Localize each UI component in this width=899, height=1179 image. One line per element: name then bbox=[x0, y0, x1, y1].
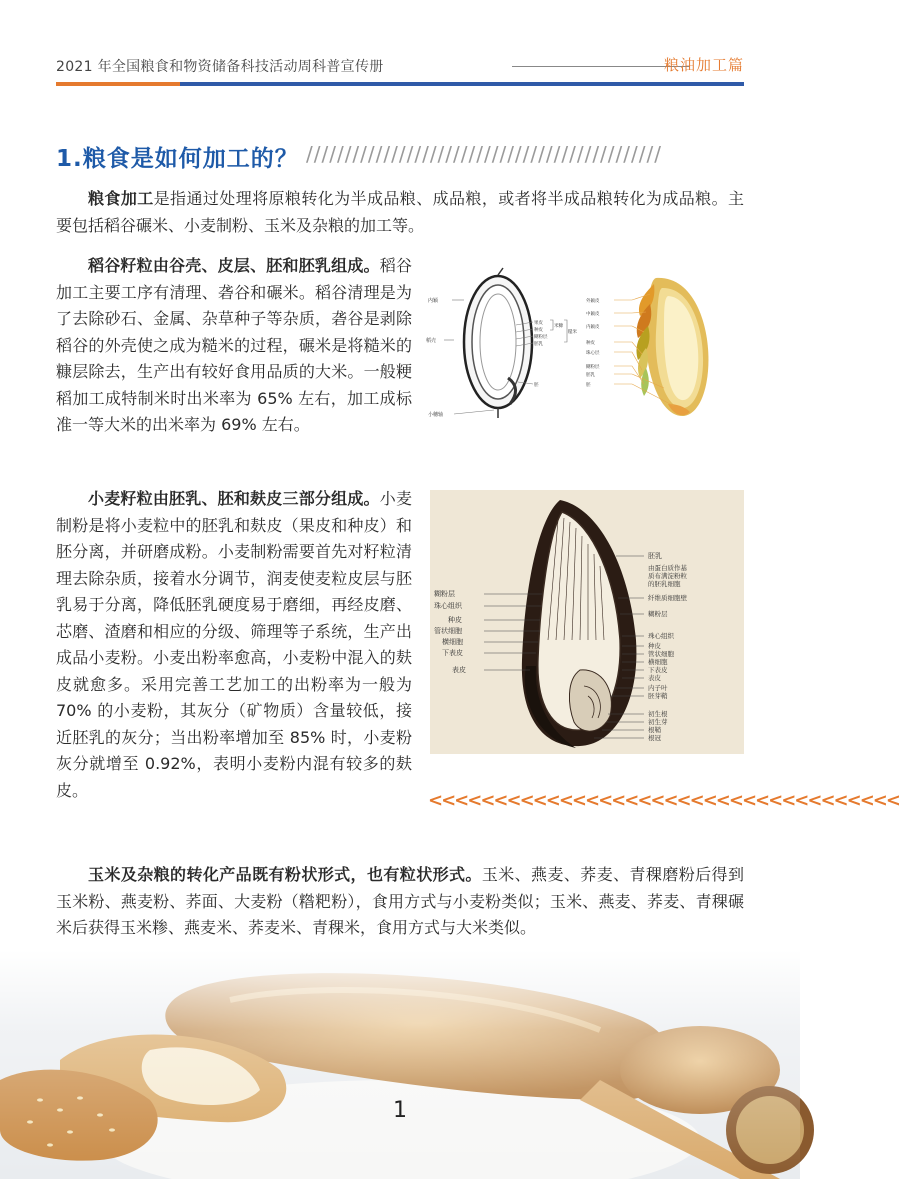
rice-mid-label-2: 糊粉层 bbox=[534, 335, 548, 340]
wheat-right-label-5: 糊粉层 bbox=[648, 610, 668, 618]
rice-left-label-0: 内颖 bbox=[428, 298, 439, 304]
wheat-right-label-10: 下表皮 bbox=[648, 666, 668, 674]
bread-background-image bbox=[0, 950, 800, 1179]
chevron-decoration: <<<<<<<<<<<<<<<<<<<<<<<<<<<<<<<<<<<< bbox=[428, 790, 899, 811]
wheat-left-label-6: 表皮 bbox=[452, 666, 466, 674]
wheat-left-label-3: 管状细胞 bbox=[434, 627, 462, 635]
rice-mid-label-0: 果皮 bbox=[534, 321, 543, 326]
wheat-left-label-1: 珠心组织 bbox=[434, 602, 462, 610]
wheat-right-label-13: 胚芽鞘 bbox=[648, 692, 668, 700]
rice-mid-label-3: 胚乳 bbox=[534, 342, 543, 347]
wheat-right-label-3: 的胚乳细胞 bbox=[648, 580, 681, 588]
header-title: 2021 年全国粮食和物资储备科技活动周科普宣传册 bbox=[56, 59, 384, 75]
rice-mid-label-1: 种皮 bbox=[534, 328, 543, 333]
rice-text: 稻谷加工主要工序有清理、砻谷和碾米。稻谷清理是为了去除砂石、金属、杂草种子等杂质，砻谷是剥除稻谷的外壳使之成为糙米的过程，碾米是将糙米的糠层除去，生产出有较好食用品质的大米。一般粳稻加工成特制米时出米率为 65% 左右，加工成标准一等大米的出米率为 69% 左右。 bbox=[56, 256, 412, 434]
wheat-left-label-0: 糊粉层 bbox=[434, 590, 455, 598]
header-section: 粮油加工篇 bbox=[663, 56, 744, 74]
rice-mid-label-4: 胚 bbox=[534, 383, 539, 388]
wheat-right-label-8: 管状细胞 bbox=[648, 650, 674, 658]
rice-right-label-5: 糊粉层 bbox=[586, 365, 600, 370]
rice-right-label-4: 珠心层 bbox=[586, 351, 600, 356]
rice-bold: 稻谷籽粒由谷壳、皮层、胚和胚乳组成。 bbox=[88, 256, 380, 275]
corn-bold: 玉米及杂粮的转化产品既有粉状形式，也有粒状形式。 bbox=[88, 865, 482, 884]
wheat-right-label-17: 根冠 bbox=[648, 734, 661, 742]
wheat-kernel-diagram bbox=[430, 490, 744, 754]
wheat-left-label-2: 种皮 bbox=[448, 616, 462, 624]
rice-right-label-6: 胚乳 bbox=[586, 373, 595, 378]
wheat-right-label-1: 由蛋白质作基 bbox=[648, 564, 687, 572]
section-heading: 1.粮食是如何加工的？ bbox=[56, 146, 299, 172]
rice-grain-diagram bbox=[418, 270, 744, 420]
page-header bbox=[56, 52, 744, 78]
wheat-paragraph bbox=[56, 486, 412, 804]
intro-paragraph bbox=[56, 186, 744, 239]
header-bar-blue bbox=[180, 82, 744, 86]
rice-left-label-2: 小穗轴 bbox=[428, 412, 444, 418]
wheat-right-label-11: 表皮 bbox=[648, 674, 661, 682]
wheat-right-label-14: 初生根 bbox=[648, 710, 668, 718]
heading-slash-decoration: ////////////////////////////////////////////// bbox=[306, 142, 662, 166]
rice-bracket-label-0: 米糠 bbox=[554, 324, 563, 329]
rice-right-label-0: 外颖皮 bbox=[586, 299, 600, 304]
rice-right-label-1: 中颖皮 bbox=[586, 312, 600, 317]
rice-right-label-3: 种皮 bbox=[586, 341, 595, 346]
intro-bold: 粮食加工 bbox=[88, 189, 154, 208]
rice-layered-grain bbox=[636, 278, 708, 416]
wheat-right-label-6: 珠心组织 bbox=[648, 632, 674, 640]
corn-paragraph bbox=[56, 862, 744, 942]
rice-cross-section bbox=[444, 268, 567, 418]
wheat-right-label-4: 纤维质细胞壁 bbox=[648, 594, 687, 602]
wheat-right-label-7: 种皮 bbox=[648, 642, 661, 650]
wheat-left-label-5: 下表皮 bbox=[442, 649, 463, 657]
rice-left-label-1: 稻壳 bbox=[426, 338, 437, 344]
wheat-right-label-15: 初生芽 bbox=[648, 718, 668, 726]
rice-paragraph bbox=[56, 253, 412, 439]
header-bar-orange bbox=[56, 82, 180, 86]
wheat-right-label-2: 质布满淀粉粒 bbox=[648, 572, 687, 580]
wheat-right-label-12: 内子叶 bbox=[648, 684, 668, 692]
wheat-right-label-9: 横细胞 bbox=[648, 658, 668, 666]
corn-text: 玉米、燕麦、荞麦、青稞磨粉后得到玉米粉、燕麦粉、荞面、大麦粉（糌粑粉），食用方式与小麦粉类似；玉米、燕麦、荞麦、青稞碾米后获得玉米糁、燕麦米、荞麦米、青稞米，食用方式与大米类似。 bbox=[56, 865, 744, 937]
rice-bracket-label-1: 糙米 bbox=[568, 330, 577, 335]
intro-text: 是指通过处理将原粮转化为半成品粮、成品粮，或者将半成品粮转化为成品粮。主要包括稻谷碾米、小麦制粉、玉米及杂粮的加工等。 bbox=[56, 189, 744, 235]
wheat-right-label-16: 根鞘 bbox=[648, 726, 661, 734]
wheat-right-label-0: 胚乳 bbox=[648, 552, 662, 560]
wheat-bold: 小麦籽粒由胚乳、胚和麸皮三部分组成。 bbox=[88, 489, 380, 508]
wheat-left-label-4: 横细胞 bbox=[442, 638, 463, 646]
page-number: 1 bbox=[393, 1098, 407, 1123]
rice-right-label-7: 胚 bbox=[586, 383, 591, 388]
rice-right-label-2: 内颖皮 bbox=[586, 325, 600, 330]
wheat-text: 小麦制粉是将小麦粒中的胚乳和麸皮（果皮和种皮）和胚分离，并研磨成粉。小麦制粉需要首先对籽粒清理去除杂质，接着水分调节，润麦使麦粒皮层与胚乳易于分离，降低胚乳硬度易于磨细，再经皮磨、芯磨、渣磨和相应的分级、筛理等子系统，生产出成品小麦粉。小麦出粉率愈高，小麦粉中混入的麸皮就愈多。采用完善工艺加工的出粉率为一般为 70% 的小麦粉，其灰分（矿物质）含量较低，接近胚乳的灰分；当出粉率增加至 85% 时，小麦粉灰分就增至 0.92%，表明小麦粉内混有较多的麸皮。 bbox=[56, 489, 412, 800]
